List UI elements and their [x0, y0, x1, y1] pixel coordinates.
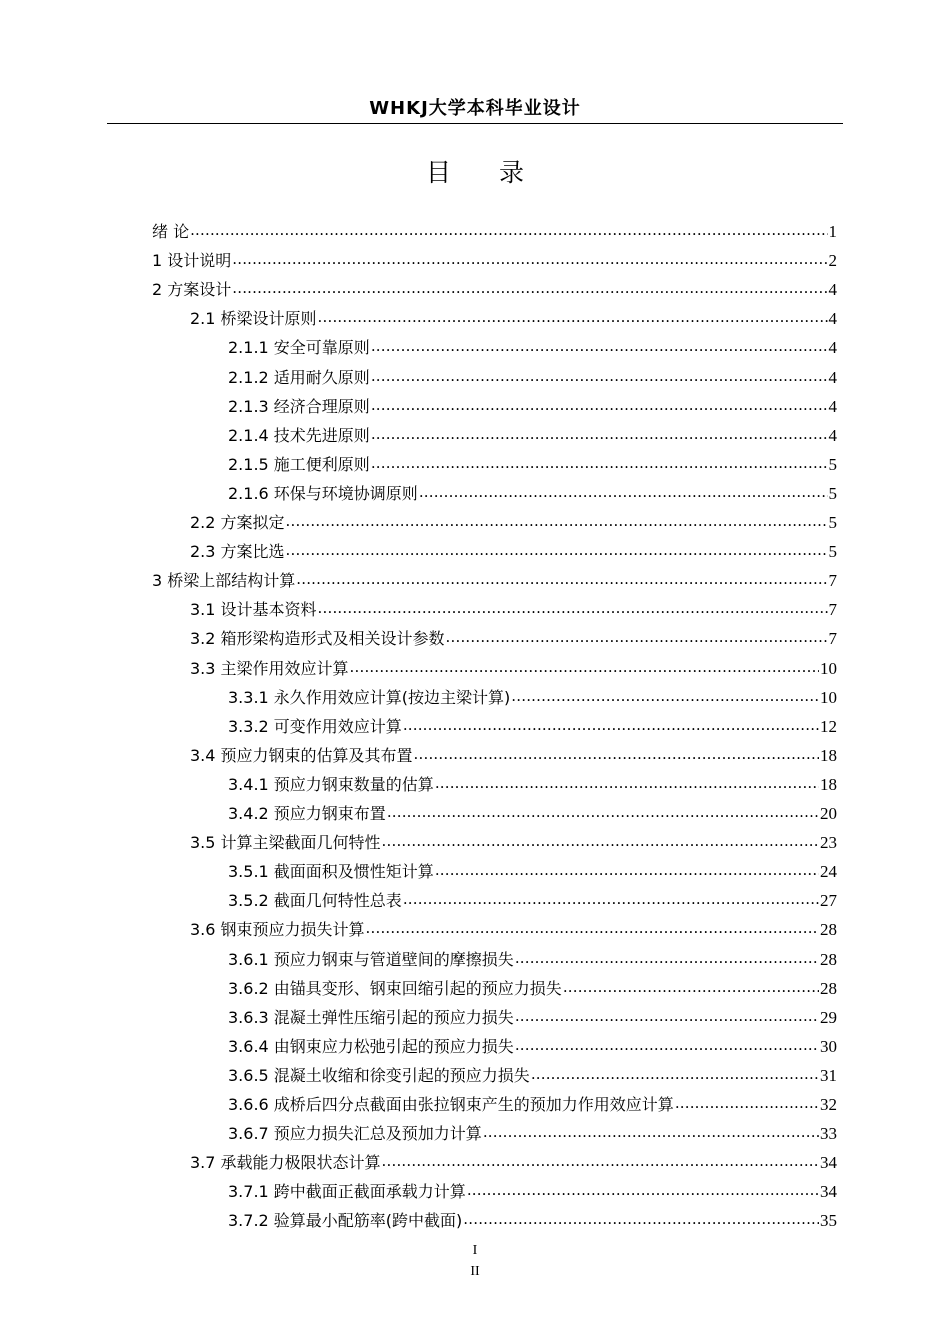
toc-entry-label: 绪 论	[152, 222, 190, 241]
toc-entry[interactable]	[228, 1174, 837, 1203]
toc-dot-leader	[318, 597, 828, 619]
toc-entry-page: 30	[820, 1036, 837, 1056]
toc-entry-page: 33	[820, 1124, 837, 1144]
toc-dot-leader	[515, 1005, 819, 1027]
toc-dot-leader	[387, 801, 819, 823]
toc-dot-leader	[366, 917, 819, 939]
toc-entry-page: 5	[828, 513, 837, 532]
toc-dot-leader	[563, 976, 819, 998]
toc-dot-leader	[318, 306, 828, 328]
toc-entry[interactable]	[190, 534, 837, 563]
toc-entry[interactable]	[152, 563, 837, 592]
toc-entry[interactable]	[228, 1087, 837, 1116]
toc-entry[interactable]	[228, 1203, 837, 1232]
toc-entry-label: 3.3 主梁作用效应计算	[190, 658, 349, 678]
toc-entry-page: 18	[820, 745, 837, 765]
toc-entry[interactable]	[190, 505, 837, 534]
toc-entry-label: 3.6 钢束预应力损失计算	[190, 920, 365, 940]
toc-entry-label: 2.3 方案比选	[190, 542, 285, 562]
toc-entry[interactable]	[190, 912, 837, 941]
toc-dot-leader	[371, 452, 828, 474]
toc-dot-leader	[350, 656, 819, 678]
toc-entry-label: 3 桥梁上部结构计算	[152, 571, 296, 591]
toc-entry-page: 5	[828, 454, 837, 474]
toc-entry-page: 27	[820, 891, 837, 911]
page-number: I	[472, 1243, 478, 1258]
toc-entry[interactable]	[228, 1029, 837, 1058]
toc-entry[interactable]	[228, 1058, 837, 1087]
toc-entry-label: 2.1.3 经济合理原则	[228, 396, 370, 416]
toc-entry-page: 28	[820, 978, 837, 998]
toc-dot-leader	[403, 714, 819, 736]
toc-entry[interactable]	[228, 854, 837, 883]
toc-dot-leader	[515, 947, 819, 969]
toc-dot-leader	[419, 481, 828, 503]
toc-entry-page: 4	[828, 367, 837, 387]
toc-dot-leader	[467, 1179, 819, 1201]
toc-entry-label: 2.1.1 安全可靠原则	[228, 338, 370, 358]
toc-entry-page: 24	[820, 862, 837, 882]
toc-entry-page: 23	[820, 833, 837, 853]
toc-entry-page: 28	[820, 949, 837, 969]
toc-entry-label: 3.1 设计基本资料	[190, 600, 317, 620]
toc-entry-label: 3.3.1 永久作用效应计算(按边主梁计算)	[228, 687, 511, 707]
toc-entry[interactable]	[152, 214, 837, 243]
toc-dot-leader	[435, 859, 819, 881]
toc-entry-label: 3.6.2 由锚具变形、钢束回缩引起的预应力损失	[228, 978, 562, 998]
toc-entry-page: 4	[828, 338, 837, 358]
toc-dot-leader	[515, 1034, 819, 1056]
toc-entry-label: 3.5.2 截面几何特性总表	[228, 891, 402, 911]
toc-entry-page: 20	[820, 804, 837, 823]
toc-dot-leader	[483, 1121, 819, 1143]
toc-entry[interactable]	[228, 360, 837, 389]
toc-dot-leader	[232, 277, 827, 299]
toc-entry-label: 1 设计说明	[152, 251, 232, 271]
toc-entry[interactable]	[228, 709, 837, 738]
toc-entry[interactable]	[228, 476, 837, 505]
toc-entry-label: 2.1.2 适用耐久原则	[228, 367, 370, 387]
toc-entry[interactable]	[228, 767, 837, 796]
toc-entry-page: 1	[828, 222, 837, 241]
toc-entry-page: 12	[820, 716, 837, 736]
toc-entry-page: 7	[828, 571, 837, 591]
toc-entry[interactable]	[228, 330, 837, 359]
toc-entry[interactable]	[228, 796, 837, 825]
toc-entry-page: 32	[820, 1095, 837, 1114]
toc-entry[interactable]	[190, 825, 837, 854]
toc-entry-page: 4	[828, 396, 837, 416]
toc-entry[interactable]	[228, 418, 837, 447]
toc-entry-label: 3.5 计算主梁截面几何特性	[190, 833, 381, 853]
toc-entry[interactable]	[152, 272, 837, 301]
toc-entry[interactable]	[152, 243, 837, 272]
toc-entry-label: 3.5.1 截面面积及惯性矩计算	[228, 862, 434, 882]
toc-entry-label: 3.6.4 由钢束应力松弛引起的预应力损失	[228, 1036, 514, 1056]
toc-dot-leader	[232, 248, 827, 270]
toc-entry[interactable]	[228, 680, 837, 709]
toc-entry-label: 3.6.7 预应力损失汇总及预加力计算	[228, 1124, 482, 1144]
toc-entry-label: 2.1.6 环保与环境协调原则	[228, 483, 418, 503]
toc-dot-leader	[675, 1092, 819, 1114]
toc-dot-leader	[286, 510, 828, 532]
toc-entry-page: 7	[828, 629, 837, 649]
page-number-secondary: II	[470, 1264, 480, 1279]
toc-dot-leader	[446, 626, 828, 648]
toc-entry-page: 4	[828, 309, 837, 329]
toc-dot-leader	[511, 685, 819, 707]
toc-entry-label: 3.7 承载能力极限状态计算	[190, 1153, 381, 1173]
toc-dot-leader	[382, 1150, 819, 1172]
toc-dot-leader	[371, 365, 828, 387]
toc-entry-page: 10	[820, 687, 837, 707]
toc-entry-page: 4	[828, 280, 837, 300]
toc-entry-page: 31	[820, 1065, 837, 1085]
toc-entry[interactable]	[190, 738, 837, 767]
toc-entry-label: 2 方案设计	[152, 280, 232, 300]
toc-entry-label: 3.4 预应力钢束的估算及其布置	[190, 745, 413, 765]
toc-entry-label: 3.3.2 可变作用效应计算	[228, 716, 402, 736]
toc-dot-leader	[190, 219, 827, 241]
toc-entry-label: 3.4.2 预应力钢束布置	[228, 804, 386, 823]
toc-entry-label: 2.1.5 施工便利原则	[228, 454, 370, 474]
toc-entry[interactable]	[228, 942, 837, 971]
toc-entry-page: 4	[828, 425, 837, 445]
toc-entry[interactable]	[190, 651, 837, 680]
toc-entry-label: 3.6.3 混凝土弹性压缩引起的预应力损失	[228, 1007, 514, 1027]
toc-dot-leader	[371, 394, 828, 416]
toc-entry-label: 3.7.2 验算最小配筋率(跨中截面)	[228, 1211, 463, 1231]
toc-entry-page: 18	[820, 774, 837, 794]
toc-entry-label: 2.1 桥梁设计原则	[190, 309, 317, 329]
toc-entry-label: 3.6.1 预应力钢束与管道壁间的摩擦损失	[228, 949, 514, 969]
toc-entry-page: 5	[828, 483, 837, 503]
toc-entry[interactable]	[190, 301, 837, 330]
toc-entry-page: 10	[820, 658, 837, 678]
toc-dot-leader	[286, 539, 828, 561]
toc-entry[interactable]	[228, 1116, 837, 1145]
page-title: 目 录	[426, 158, 544, 187]
toc-dot-leader	[403, 888, 819, 910]
toc-entry-page: 35	[820, 1211, 837, 1231]
toc-entry[interactable]	[228, 1000, 837, 1029]
toc-entry-page: 29	[820, 1007, 837, 1027]
toc-dot-leader	[371, 335, 828, 357]
toc-entry-page: 7	[828, 600, 837, 620]
toc-entry-page: 34	[820, 1182, 837, 1202]
header-rule	[107, 123, 843, 124]
toc-entry-page: 2	[828, 251, 837, 271]
toc-entry[interactable]	[228, 883, 837, 912]
toc-entry-page: 5	[828, 542, 837, 562]
toc-dot-leader	[531, 1063, 819, 1085]
toc-entry-label: 3.6.5 混凝土收缩和徐变引起的预应力损失	[228, 1065, 530, 1085]
toc-entry-page: 34	[820, 1153, 837, 1173]
toc-entry-page: 28	[820, 920, 837, 940]
toc-entry[interactable]	[228, 389, 837, 418]
toc-entry[interactable]	[228, 971, 837, 1000]
toc-dot-leader	[382, 830, 819, 852]
toc-entry[interactable]	[190, 592, 837, 621]
toc-entry-label: 2.1.4 技术先进原则	[228, 425, 370, 445]
toc-dot-leader	[435, 772, 819, 794]
toc-entry[interactable]	[228, 447, 837, 476]
toc-entry-label: 3.2 箱形梁构造形式及相关设计参数	[190, 629, 445, 649]
toc-entry-label: 3.4.1 预应力钢束数量的估算	[228, 774, 434, 794]
toc-dot-leader	[296, 568, 827, 590]
toc-entry-label: 2.2 方案拟定	[190, 513, 285, 532]
page-header: WHKJ大学本科毕业设计	[369, 98, 581, 119]
toc-dot-leader	[414, 743, 819, 765]
toc-dot-leader	[371, 423, 828, 445]
toc-entry[interactable]	[190, 1145, 837, 1174]
toc-entry-label: 3.6.6 成桥后四分点截面由张拉钢束产生的预加力作用效应计算	[228, 1095, 674, 1114]
toc-dot-leader	[463, 1208, 819, 1230]
toc-entry-label: 3.7.1 跨中截面正截面承载力计算	[228, 1182, 466, 1202]
toc-entry[interactable]	[190, 621, 837, 650]
